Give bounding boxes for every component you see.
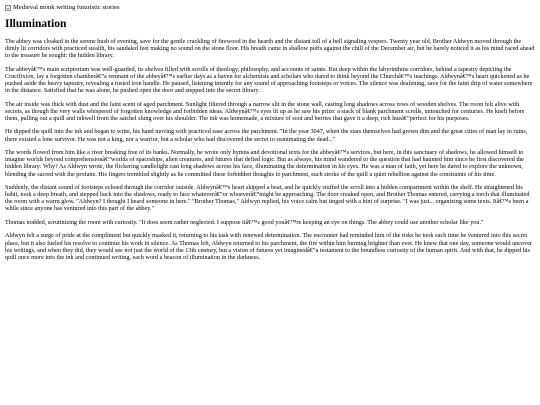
header-image <box>5 3 535 12</box>
paragraph-5: The words flowed from him like a river breaking free of its banks. Normally, he wrote only hymns and devotional texts for the abbeyâ€™s services, but here, in this sanctuary of shadows, he allowed himself to imagine worlds beyond comprehensionâ€”worlds of spaceships, alien creatures, and futures that defied logic. But as always, his mind wandered to the question that had haunted him since he first discovered the hidden library: Why? As Aldwyn wrote, the flickering candlelight cast long shadows across his face, illuminating the determination in his eyes. He was a man of faith, yet here he dared to explore the unknown, blending the sacred with the profane. His fingers trembled slightly as he committed these forbidden thoughts to parchment, each stroke of the quill a quiet rebellion against the constraints of his time. <box>5 149 524 178</box>
paragraph-7: Thomas nodded, scrutinizing the room with curiosity. "It does seem rather neglected. I suppose itâ€™s good youâ€™re keeping an eye on things. The abbey could use another scholar like you." <box>5 218 484 226</box>
paragraph-1: The abbey was cloaked in the serene hush of evening, save for the gentle crackling of firewood in the hearth and the distant toll of a bell signaling vespers. Twenty year old, Brother Aldwyn moved through the dimly lit corridors with practiced stealth, his sandaled feet making no sound on the stone floor. His breath came in shallow puffs against the chill of the December air, but he barely noticed it as his mind raced ahead to the treasure he sought: the hidden library. <box>5 38 535 60</box>
paragraph-8: Aldwyn felt a surge of pride at the compliment but quickly masked it, returning to his task with renewed determination. The encounter had reminded him of the risks he took each time he ventured into this secret place, but it also fueled his resolve to continue his work in silence. As Thomas left, Aldwyn returned to his parchment, the fire within him burning brighter than ever. He knew that one day, someone would uncover his writings, and when they did, they would see not just the world of the 13th century, but a vision of futures yet imaginedâ€”a testament to the boundless curiosity of the human spirit. And with that, he dipped his quill once more into the ink and continued writing, each word a beacon of illumination in the darkness. <box>5 232 533 261</box>
story-body <box>5 38 535 261</box>
broken-image-icon <box>5 5 11 11</box>
paragraph-2: The abbeyâ€™s main scriptorium was well-guarded, its shelves filled with scrolls of theology, philosophy, and accounts of saints. But deep within the labyrinthine corridors, behind a tapestry depicting the Crucifixion, lay a forgotten chamberâ€”a remnant of the abbeyâ€™s earlier days as a haven for alchemists and scholars who dared to think beyond the Churchâ€™s teachings. Aldwynâ€™s heart quickened as he pushed aside the heavy tapestry, revealing a rusted iron handle. He paused, listening intently for any sound of approaching footsteps or voices. The silence was deafening, save for the faint drip of water somewhere in the distance. Satisfied that he was alone, he pushed open the door and stepped into the secret library. <box>5 65 533 95</box>
page-title: Illumination <box>5 18 67 30</box>
image-alt-text: Medieval monk writing futuristic stories <box>13 3 120 11</box>
paragraph-4: He dipped the quill into the ink and began to write, his hand moving with practiced ease across the parchment. "In the year 3047, when the stars themselves had grown dim and the great cities of man lay in ruins, there existed a lone survivor. He was not a king, nor a warrior, but a scholar who had discovered the secret to reanimating the dead..." <box>5 128 528 143</box>
paragraph-3: The air inside was thick with dust and the faint scent of aged parchment. Sunlight filtered through a narrow slit in the stone wall, casting long shadows across rows of wooden shelves. The room felt alive with secrets, as though the very walls whispered of forgotten knowledge and forbidden ideas. Aldwynâ€™s eyes lit up as he saw his prize: a stack of blank parchment scrolls, untouched for centuries. He knelt before them, pulling out a quill and inkwell from the satchel slung over his shoulder. The ink was homemade, a mixture of soot and berries that gave it a deep, rich hueâ€”perfect for his purposes. <box>5 100 525 122</box>
paragraph-6: Suddenly, the distant sound of footsteps echoed through the corridor outside. Aldwynâ€™s heart skipped a beat, and he quickly stuffed the scroll into a hidden compartment within the shelf. He straightened his habit, took a deep breath, and stepped back into the shadows, ready to face whateverâ€”or whoeverâ€”might be approaching. The door creaked open, and Brother Thomas entered, carrying a torch that illuminated the room with a warm glow. "Aldwyn? I thought I heard someone in here." "Brother Thomas," Aldwyn replied, his voice calm but tinged with a hint of surprise. "I was just... organizing some texts. Itâ€™s been a while since anyone has ventured into this part of the abbey." <box>5 183 530 213</box>
